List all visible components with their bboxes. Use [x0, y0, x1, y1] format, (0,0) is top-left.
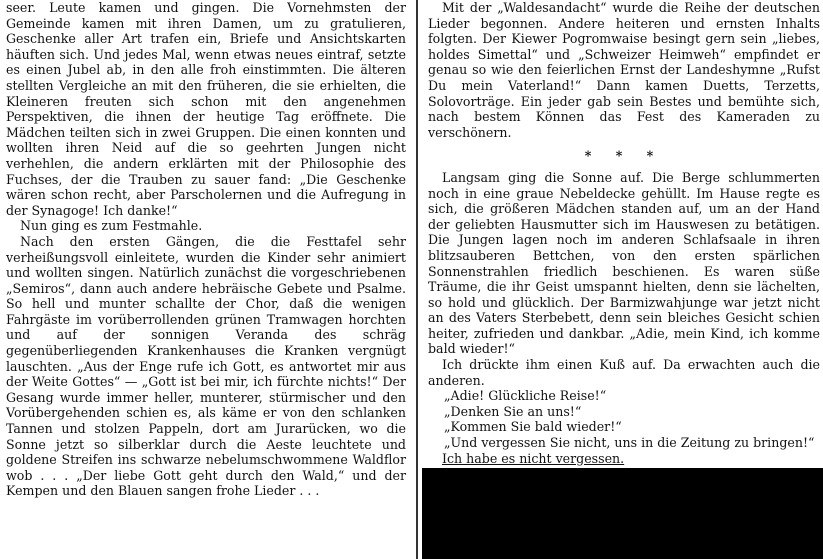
greetings-list	[428, 388, 820, 450]
greeting-line: „Denken Sie an uns!“	[444, 403, 582, 419]
right-text-column	[428, 0, 820, 466]
paragraph: Mit der „Waldesandacht“ wurde die Reihe der deutschen Lieder begonnen. Andere heiteren und ernsten Inhalts folgten. Der Kiewer Pogromwaise besingt gern sein „liebes, holdes Simettal“ und „Schweizer Heimweh“ empfindet er genau so wie den feierlichen Ernst der Landeshymne „Rufst Du mein Vaterland!“ Dann kamen Duetts, Terzetts, Solovorträge. Ein jeder gab sein Bestes und bemühte sich, nach bestem Können das Fest des Kameraden zu verschönern.	[428, 0, 820, 140]
redaction-block	[422, 468, 823, 559]
paragraph: Nach den ersten Gängen, die die Festtafel sehr verheißungsvoll einleitete, wurden die Kinder sehr animiert und wollten singen. Natürlich zunächst die vorgeschriebenen „Semiros“, dann auch andere hebräische Gebete und Psalme. So hell und munter schallte der Chor, daß die wenigen Fahrgäste im vorüberrollenden grünen Tramwagen horchten und auf der sonnigen Veranda des schräg gegenüberliegenden Krankenhauses die Kranken vergnügt lauschten. „Aus der Enge rufe ich Gott, es antwortet mir aus der Weite Gottes“ — „Gott ist bei mir, ich fürchte nichts!“ Der Gesang wurde immer heller, munterer, stürmischer und den Vorübergehenden schien es, als käme er von den schlanken Tannen und stolzen Pappeln, dort am Jurarücken, wo die Sonne jetzt so silberklar durch die Aeste leuchtete und goldene Streifen ins schwarze nebelumschwommene Waldflor wob . . . „Der liebe Gott geht durch den Wald,“ und der Kempen und den Blauen sangen frohe Lieder . . .	[6, 233, 406, 499]
paragraph: Nun ging es zum Festmahle.	[20, 218, 203, 234]
column-divider	[416, 0, 418, 559]
greeting-line: „Und vergessen Sie nicht, uns in die Zeitung zu bringen!“	[444, 435, 815, 451]
left-text-column	[6, 0, 406, 499]
greeting-line: „Kommen Sie bald wieder!“	[444, 419, 622, 435]
paragraph: Langsam ging die Sonne auf. Die Berge schlummerten noch in eine graue Nebeldecke gehüllt. Im Hause regte es sich, die größeren Mädchen standen auf, um an der Hand der geliebten Hausmutter sich im Hauswesen zu betätigen. Die Jungen lagen noch im anderen Schlafsaale in ihren blitzsauberen Bettchen, von den ersten spärlichen Sonnenstrahlen friedlich beschienen. Es waren süße Träume, die ihr Geist umspannt hielten, denn sie lächelten, so hold und glücklich. Der Barmizwahjunge war jetzt nicht an des Vaters Sterbebett, denn sein bleiches Gesicht schien heiter, zufrieden und dankbar. „Adie, mein Kind, ich komme bald wieder!“	[428, 169, 820, 357]
section-separator: * * *	[584, 148, 664, 164]
closing-line: Ich habe es nicht vergessen.	[442, 450, 625, 466]
paragraph: Ich drückte ihm einen Kuß auf. Da erwachten auch die anderen.	[428, 357, 820, 388]
paragraph: seer. Leute kamen und gingen. Die Vornehmsten der Gemeinde kamen mit ihren Damen, um zu gratulieren, Geschenke aller Art trafen ein, Briefe und Ansichtskarten häuften sich. Und jedes Mal, wenn etwas neues eintraf, setzte es einen Jubel ab, in den alle froh einstimmten. Die älteren stellten Vergleiche an mit den früheren, die sie erhielten, die Kleineren freuten sich schon mit den angenehmen Perspektiven, die ihnen der heutige Tag eröffnete. Die Mädchen teilten sich in zwei Gruppen. Die einen konnten und wollten ihren Neid auf die so geehrten Jungen nicht verhehlen, die andern erklärten mit der Philosophie des Fuchses, der die Trauben zu sauer fand: „Die Geschenke wären schon recht, aber Parscholernen und die Aufregung in der Synagoge! Ich danke!“	[6, 0, 406, 218]
greeting-line: „Adie! Glückliche Reise!“	[444, 388, 607, 404]
